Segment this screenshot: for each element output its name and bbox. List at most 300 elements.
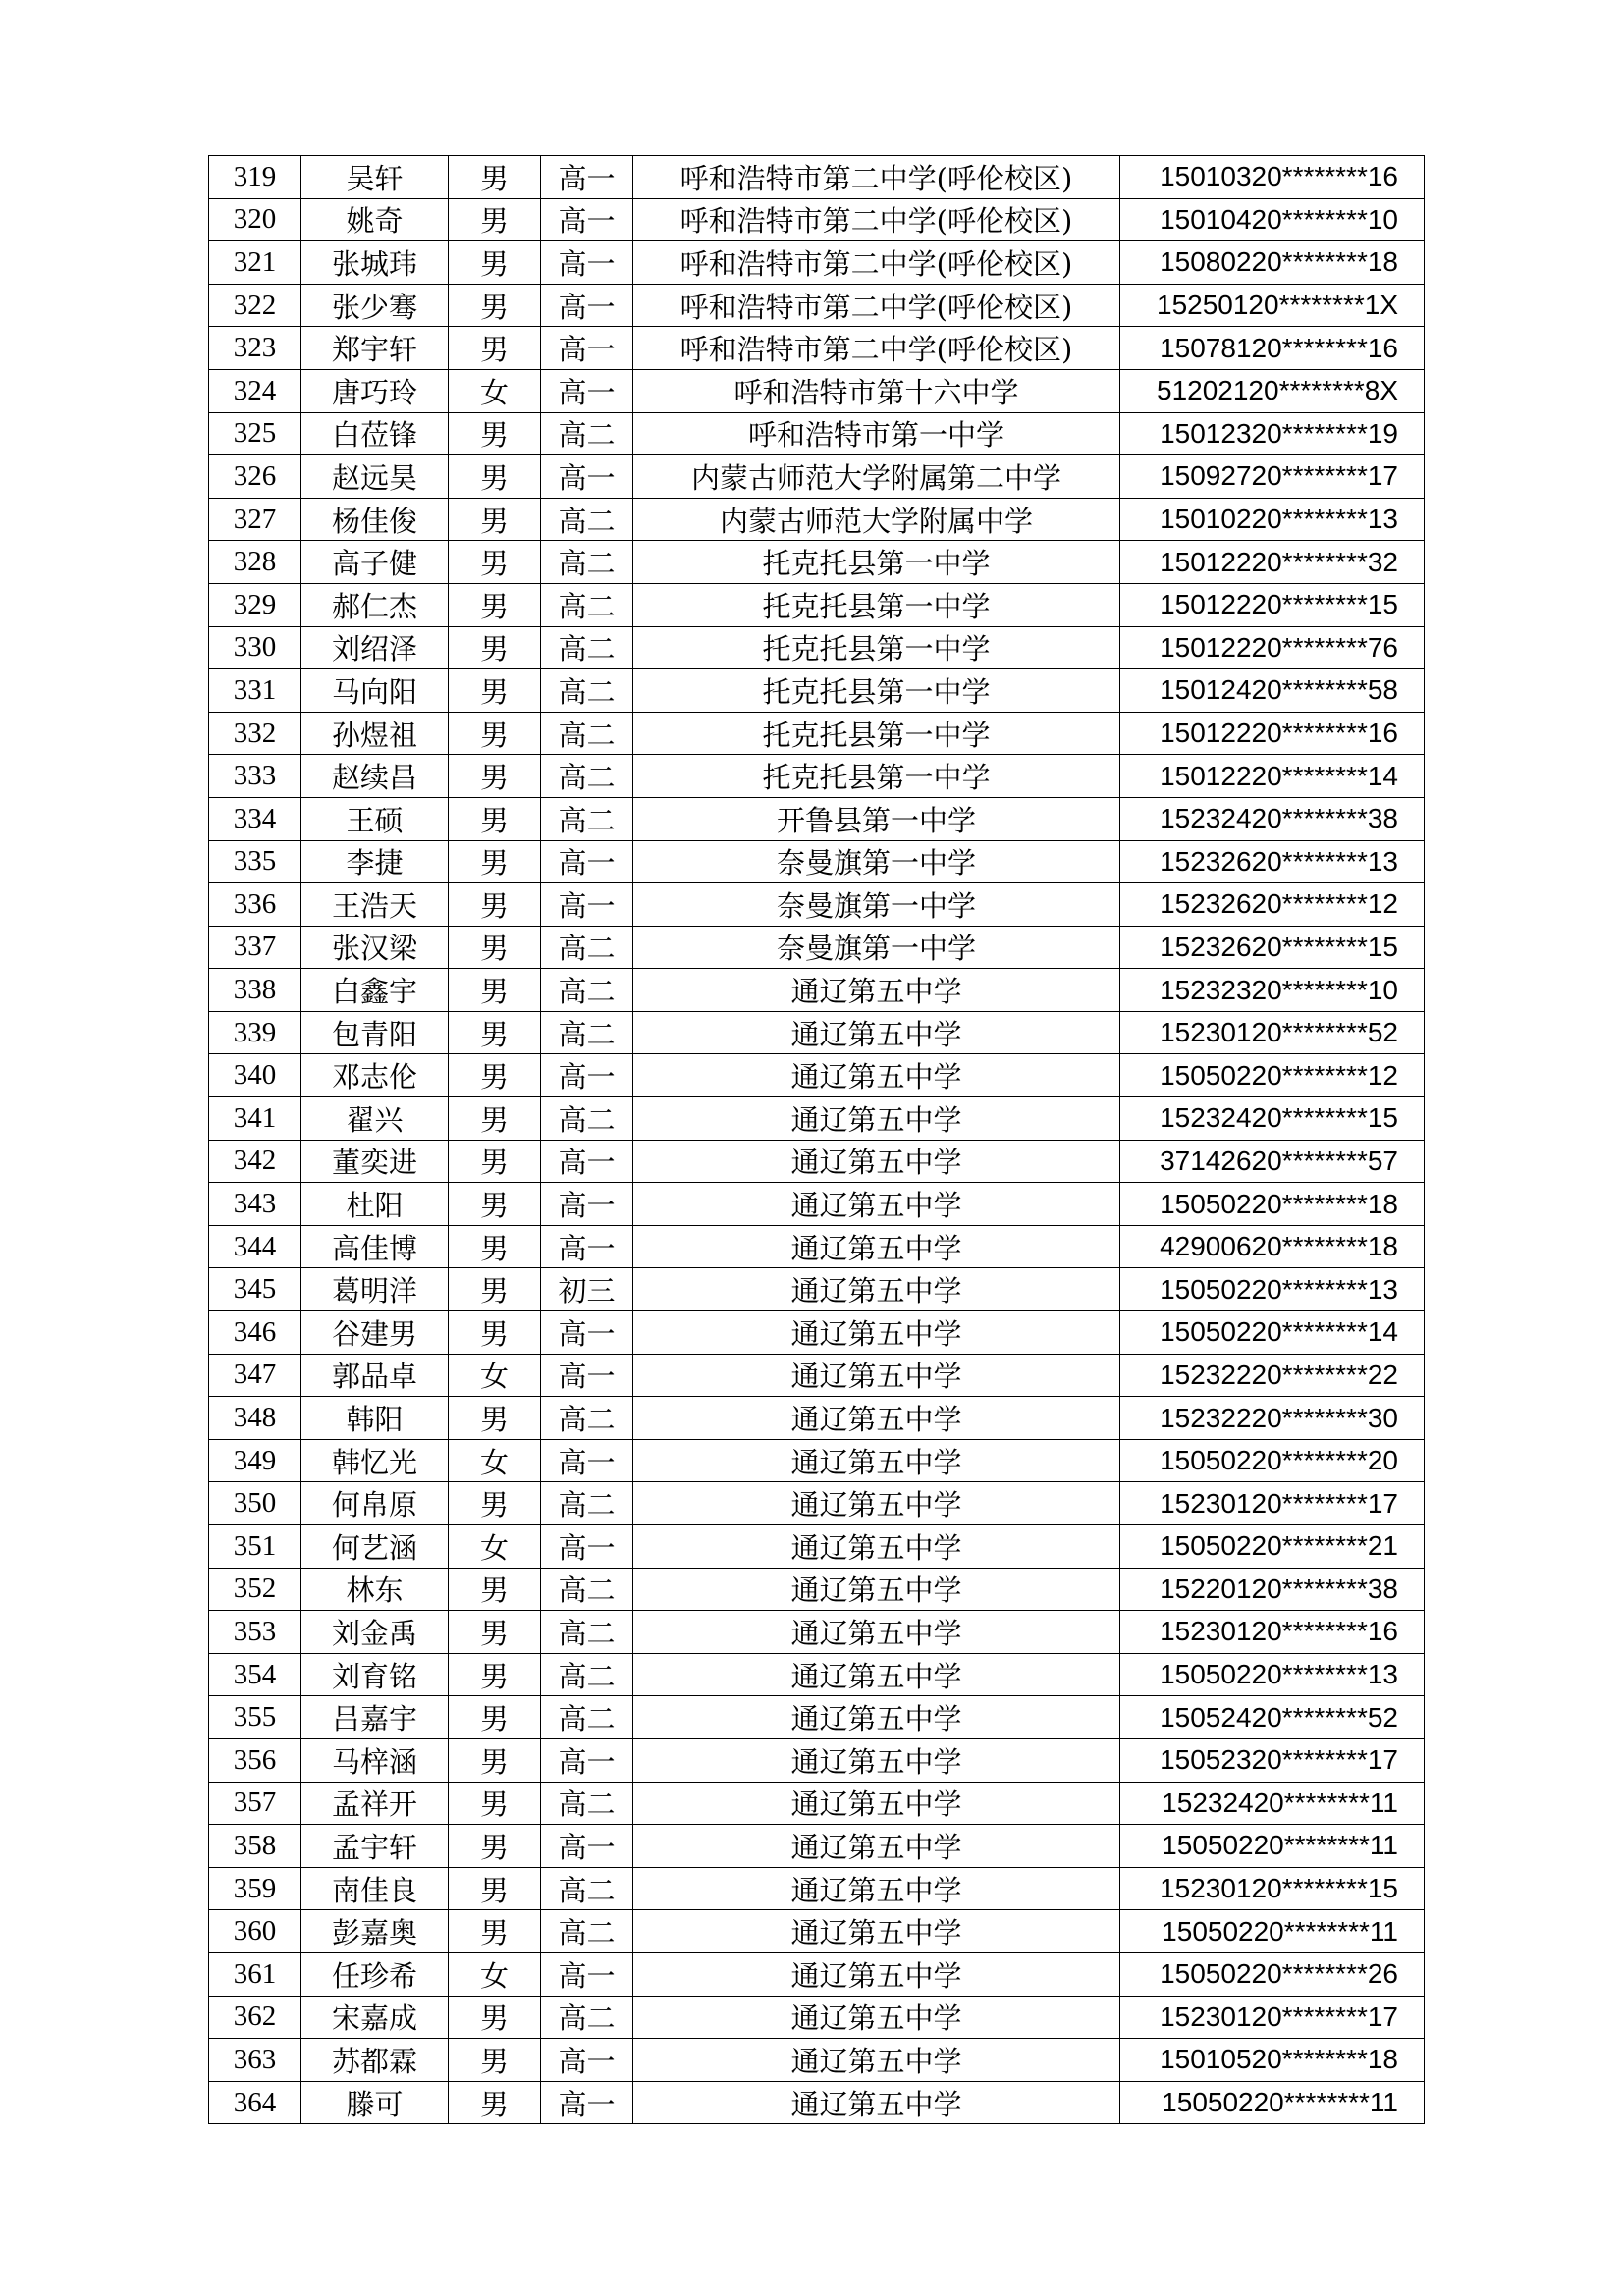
student-gender: 男 (449, 755, 541, 798)
student-name: 吴轩 (301, 156, 449, 199)
school-name: 通辽第五中学 (633, 1097, 1120, 1141)
id-number: 37142620********57 (1120, 1140, 1425, 1183)
id-number: 15010220********13 (1120, 498, 1425, 541)
student-grade: 高一 (541, 284, 633, 327)
student-name: 邓志伦 (301, 1054, 449, 1097)
student-name: 任珍希 (301, 1952, 449, 1996)
school-name: 通辽第五中学 (633, 1867, 1120, 1910)
student-name: 韩阳 (301, 1397, 449, 1440)
id-number: 15230120********52 (1120, 1011, 1425, 1054)
student-name: 刘绍泽 (301, 626, 449, 669)
table-row (209, 1183, 1425, 1226)
student-grade: 初三 (541, 1268, 633, 1311)
school-name: 通辽第五中学 (633, 1825, 1120, 1868)
student-gender: 男 (449, 241, 541, 285)
student-gender: 男 (449, 1782, 541, 1825)
student-name: 翟兴 (301, 1097, 449, 1141)
student-grade: 高二 (541, 1097, 633, 1141)
school-name: 奈曼旗第一中学 (633, 926, 1120, 969)
student-name: 王浩天 (301, 883, 449, 927)
school-name: 通辽第五中学 (633, 1140, 1120, 1183)
student-grade: 高二 (541, 1011, 633, 1054)
student-grade: 高二 (541, 1696, 633, 1739)
student-gender: 男 (449, 969, 541, 1012)
student-name: 董奕进 (301, 1140, 449, 1183)
id-number: 15052420********52 (1120, 1696, 1425, 1739)
student-gender: 男 (449, 455, 541, 499)
school-name: 通辽第五中学 (633, 2039, 1120, 2082)
student-name: 马向阳 (301, 669, 449, 713)
table-row (209, 498, 1425, 541)
school-name: 通辽第五中学 (633, 969, 1120, 1012)
student-name: 孙煜祖 (301, 712, 449, 755)
student-grade: 高一 (541, 1525, 633, 1569)
student-grade: 高一 (541, 455, 633, 499)
id-number: 15012320********19 (1120, 412, 1425, 455)
table-row (209, 241, 1425, 285)
student-grade: 高一 (541, 883, 633, 927)
student-grade: 高二 (541, 712, 633, 755)
table-row (209, 1054, 1425, 1097)
row-number: 321 (209, 241, 301, 285)
student-grade: 高二 (541, 797, 633, 840)
id-number: 15050220********26 (1120, 1952, 1425, 1996)
table-row (209, 412, 1425, 455)
student-gender: 男 (449, 1653, 541, 1696)
student-grade: 高二 (541, 1782, 633, 1825)
table-row (209, 883, 1425, 927)
row-number: 364 (209, 2081, 301, 2124)
table-row (209, 755, 1425, 798)
row-number: 326 (209, 455, 301, 499)
student-gender: 男 (449, 198, 541, 241)
student-grade: 高一 (541, 1439, 633, 1482)
table-row (209, 1439, 1425, 1482)
table-row (209, 797, 1425, 840)
student-gender: 男 (449, 498, 541, 541)
student-gender: 男 (449, 1054, 541, 1097)
student-grade: 高二 (541, 1910, 633, 1953)
row-number: 320 (209, 198, 301, 241)
table-row (209, 1482, 1425, 1525)
school-name: 奈曼旗第一中学 (633, 883, 1120, 927)
student-name: 白莅锋 (301, 412, 449, 455)
id-number: 15012220********76 (1120, 626, 1425, 669)
school-name: 托克托县第一中学 (633, 541, 1120, 584)
row-number: 343 (209, 1183, 301, 1226)
id-number: 15232220********22 (1120, 1354, 1425, 1397)
table-row (209, 583, 1425, 626)
student-gender: 男 (449, 626, 541, 669)
row-number: 352 (209, 1568, 301, 1611)
id-number: 15230120********15 (1120, 1867, 1425, 1910)
row-number: 322 (209, 284, 301, 327)
student-name: 赵续昌 (301, 755, 449, 798)
school-name: 呼和浩特市第二中学(呼伦校区) (633, 198, 1120, 241)
student-name: 高佳博 (301, 1225, 449, 1268)
table-row (209, 1738, 1425, 1782)
student-grade: 高一 (541, 840, 633, 883)
table-row (209, 198, 1425, 241)
row-number: 319 (209, 156, 301, 199)
school-name: 托克托县第一中学 (633, 712, 1120, 755)
student-name: 滕可 (301, 2081, 449, 2124)
school-name: 呼和浩特市第十六中学 (633, 369, 1120, 412)
school-name: 通辽第五中学 (633, 1611, 1120, 1654)
row-number: 344 (209, 1225, 301, 1268)
id-number: 15230120********17 (1120, 1482, 1425, 1525)
row-number: 346 (209, 1311, 301, 1355)
student-grade: 高一 (541, 1140, 633, 1183)
table-row (209, 1268, 1425, 1311)
student-gender: 男 (449, 840, 541, 883)
student-gender: 男 (449, 1738, 541, 1782)
row-number: 350 (209, 1482, 301, 1525)
table-row (209, 1952, 1425, 1996)
student-grade: 高一 (541, 2081, 633, 2124)
student-name: 苏都霖 (301, 2039, 449, 2082)
id-number: 15050220********21 (1120, 1525, 1425, 1569)
student-name: 南佳良 (301, 1867, 449, 1910)
id-number: 15010520********18 (1120, 2039, 1425, 2082)
student-name: 孟宇轩 (301, 1825, 449, 1868)
school-name: 托克托县第一中学 (633, 583, 1120, 626)
id-number: 15232420********15 (1120, 1097, 1425, 1141)
student-grade: 高一 (541, 1952, 633, 1996)
student-grade: 高一 (541, 1311, 633, 1355)
row-number: 363 (209, 2039, 301, 2082)
student-gender: 男 (449, 583, 541, 626)
row-number: 328 (209, 541, 301, 584)
table-row (209, 1354, 1425, 1397)
id-number: 15232320********10 (1120, 969, 1425, 1012)
student-grade: 高一 (541, 1738, 633, 1782)
id-number: 15010320********16 (1120, 156, 1425, 199)
student-gender: 女 (449, 1439, 541, 1482)
school-name: 托克托县第一中学 (633, 755, 1120, 798)
school-name: 通辽第五中学 (633, 1011, 1120, 1054)
student-name: 白鑫宇 (301, 969, 449, 1012)
student-gender: 男 (449, 156, 541, 199)
table-row (209, 669, 1425, 713)
table-row (209, 926, 1425, 969)
id-number: 15052320********17 (1120, 1738, 1425, 1782)
id-number: 15050220********18 (1120, 1183, 1425, 1226)
id-number: 15078120********16 (1120, 327, 1425, 370)
id-number: 42900620********18 (1120, 1225, 1425, 1268)
school-name: 通辽第五中学 (633, 1782, 1120, 1825)
id-number: 15050220********11 (1120, 2081, 1425, 2124)
student-gender: 男 (449, 1183, 541, 1226)
student-name: 谷建男 (301, 1311, 449, 1355)
school-name: 奈曼旗第一中学 (633, 840, 1120, 883)
id-number: 15050220********14 (1120, 1311, 1425, 1355)
table-row (209, 840, 1425, 883)
id-number: 15232220********30 (1120, 1397, 1425, 1440)
row-number: 354 (209, 1653, 301, 1696)
student-gender: 男 (449, 1867, 541, 1910)
row-number: 360 (209, 1910, 301, 1953)
row-number: 341 (209, 1097, 301, 1141)
student-grade: 高一 (541, 1054, 633, 1097)
student-grade: 高一 (541, 2039, 633, 2082)
student-gender: 男 (449, 1996, 541, 2039)
student-grade: 高二 (541, 1568, 633, 1611)
table-row (209, 1568, 1425, 1611)
id-number: 15230120********17 (1120, 1996, 1425, 2039)
row-number: 337 (209, 926, 301, 969)
table-row (209, 284, 1425, 327)
school-name: 通辽第五中学 (633, 1268, 1120, 1311)
student-grade: 高二 (541, 412, 633, 455)
student-grade: 高二 (541, 498, 633, 541)
student-grade: 高二 (541, 1397, 633, 1440)
school-name: 通辽第五中学 (633, 1225, 1120, 1268)
id-number: 15232420********38 (1120, 797, 1425, 840)
table-row (209, 1140, 1425, 1183)
school-name: 通辽第五中学 (633, 1354, 1120, 1397)
id-number: 15250120********1X (1120, 284, 1425, 327)
student-grade: 高二 (541, 583, 633, 626)
student-name: 姚奇 (301, 198, 449, 241)
student-gender: 男 (449, 2039, 541, 2082)
student-grade: 高二 (541, 626, 633, 669)
student-gender: 男 (449, 1568, 541, 1611)
student-name: 张城玮 (301, 241, 449, 285)
row-number: 338 (209, 969, 301, 1012)
row-number: 329 (209, 583, 301, 626)
id-number: 15232620********12 (1120, 883, 1425, 927)
student-name: 何艺涵 (301, 1525, 449, 1569)
table-row (209, 1996, 1425, 2039)
row-number: 359 (209, 1867, 301, 1910)
student-gender: 男 (449, 1268, 541, 1311)
student-name: 郑宇轩 (301, 327, 449, 370)
roster-body (209, 156, 1425, 2124)
school-name: 呼和浩特市第一中学 (633, 412, 1120, 455)
student-name: 张少骞 (301, 284, 449, 327)
id-number: 15050220********13 (1120, 1268, 1425, 1311)
student-gender: 男 (449, 1910, 541, 1953)
row-number: 349 (209, 1439, 301, 1482)
student-grade: 高二 (541, 1867, 633, 1910)
student-name: 林东 (301, 1568, 449, 1611)
student-name: 彭嘉奥 (301, 1910, 449, 1953)
table-row (209, 1525, 1425, 1569)
student-gender: 男 (449, 1311, 541, 1355)
id-number: 15050220********20 (1120, 1439, 1425, 1482)
student-gender: 男 (449, 1225, 541, 1268)
student-grade: 高一 (541, 1225, 633, 1268)
table-row (209, 1782, 1425, 1825)
id-number: 15012220********14 (1120, 755, 1425, 798)
school-name: 通辽第五中学 (633, 1397, 1120, 1440)
row-number: 358 (209, 1825, 301, 1868)
student-grade: 高二 (541, 969, 633, 1012)
id-number: 15232620********15 (1120, 926, 1425, 969)
student-grade: 高二 (541, 541, 633, 584)
row-number: 340 (209, 1054, 301, 1097)
student-grade: 高一 (541, 327, 633, 370)
student-gender: 男 (449, 327, 541, 370)
student-name: 刘育铭 (301, 1653, 449, 1696)
student-name: 宋嘉成 (301, 1996, 449, 2039)
table-row (209, 1397, 1425, 1440)
student-grade: 高一 (541, 198, 633, 241)
table-row (209, 1825, 1425, 1868)
school-name: 通辽第五中学 (633, 1653, 1120, 1696)
row-number: 342 (209, 1140, 301, 1183)
id-number: 15080220********18 (1120, 241, 1425, 285)
id-number: 15012220********16 (1120, 712, 1425, 755)
table-row (209, 1653, 1425, 1696)
table-row (209, 712, 1425, 755)
id-number: 15050220********11 (1120, 1825, 1425, 1868)
student-name: 李捷 (301, 840, 449, 883)
student-gender: 男 (449, 412, 541, 455)
student-name: 张汉梁 (301, 926, 449, 969)
school-name: 通辽第五中学 (633, 1952, 1120, 1996)
school-name: 通辽第五中学 (633, 1439, 1120, 1482)
id-number: 15092720********17 (1120, 455, 1425, 499)
student-grade: 高二 (541, 1653, 633, 1696)
table-row (209, 1910, 1425, 1953)
student-name: 包青阳 (301, 1011, 449, 1054)
student-gender: 女 (449, 1354, 541, 1397)
table-row (209, 1011, 1425, 1054)
row-number: 324 (209, 369, 301, 412)
student-gender: 男 (449, 1097, 541, 1141)
row-number: 327 (209, 498, 301, 541)
student-gender: 男 (449, 1397, 541, 1440)
student-grade: 高一 (541, 1183, 633, 1226)
school-name: 托克托县第一中学 (633, 669, 1120, 713)
student-gender: 男 (449, 1696, 541, 1739)
student-grade: 高二 (541, 1482, 633, 1525)
school-name: 通辽第五中学 (633, 1696, 1120, 1739)
row-number: 335 (209, 840, 301, 883)
row-number: 336 (209, 883, 301, 927)
row-number: 361 (209, 1952, 301, 1996)
student-name: 韩忆光 (301, 1439, 449, 1482)
student-name: 马梓涵 (301, 1738, 449, 1782)
student-gender: 男 (449, 284, 541, 327)
table-row (209, 1225, 1425, 1268)
row-number: 351 (209, 1525, 301, 1569)
student-gender: 女 (449, 369, 541, 412)
row-number: 353 (209, 1611, 301, 1654)
id-number: 15012420********58 (1120, 669, 1425, 713)
table-row (209, 369, 1425, 412)
student-gender: 男 (449, 926, 541, 969)
student-name: 郝仁杰 (301, 583, 449, 626)
school-name: 通辽第五中学 (633, 2081, 1120, 2124)
student-gender: 男 (449, 1825, 541, 1868)
table-row (209, 969, 1425, 1012)
student-gender: 男 (449, 1011, 541, 1054)
id-number: 15012220********15 (1120, 583, 1425, 626)
student-roster-table (208, 155, 1425, 2124)
student-name: 刘金禹 (301, 1611, 449, 1654)
id-number: 15230120********16 (1120, 1611, 1425, 1654)
student-name: 赵远昊 (301, 455, 449, 499)
student-name: 何帛原 (301, 1482, 449, 1525)
school-name: 托克托县第一中学 (633, 626, 1120, 669)
student-gender: 女 (449, 1952, 541, 1996)
table-row (209, 1611, 1425, 1654)
school-name: 通辽第五中学 (633, 1568, 1120, 1611)
student-name: 唐巧玲 (301, 369, 449, 412)
student-grade: 高一 (541, 369, 633, 412)
row-number: 357 (209, 1782, 301, 1825)
student-grade: 高一 (541, 156, 633, 199)
id-number: 15050220********11 (1120, 1910, 1425, 1953)
row-number: 325 (209, 412, 301, 455)
student-gender: 男 (449, 669, 541, 713)
student-name: 王硕 (301, 797, 449, 840)
student-gender: 男 (449, 797, 541, 840)
student-name: 杨佳俊 (301, 498, 449, 541)
student-grade: 高二 (541, 1996, 633, 2039)
school-name: 通辽第五中学 (633, 1183, 1120, 1226)
id-number: 15232620********13 (1120, 840, 1425, 883)
row-number: 356 (209, 1738, 301, 1782)
id-number: 15220120********38 (1120, 1568, 1425, 1611)
row-number: 339 (209, 1011, 301, 1054)
student-grade: 高一 (541, 1354, 633, 1397)
id-number: 15050220********12 (1120, 1054, 1425, 1097)
student-name: 郭品卓 (301, 1354, 449, 1397)
student-grade: 高二 (541, 1611, 633, 1654)
row-number: 333 (209, 755, 301, 798)
student-grade: 高二 (541, 926, 633, 969)
row-number: 331 (209, 669, 301, 713)
row-number: 334 (209, 797, 301, 840)
table-row (209, 1696, 1425, 1739)
school-name: 内蒙古师范大学附属中学 (633, 498, 1120, 541)
school-name: 呼和浩特市第二中学(呼伦校区) (633, 156, 1120, 199)
student-name: 吕嘉宇 (301, 1696, 449, 1739)
table-row (209, 541, 1425, 584)
student-grade: 高一 (541, 241, 633, 285)
student-grade: 高二 (541, 755, 633, 798)
student-gender: 男 (449, 1140, 541, 1183)
school-name: 通辽第五中学 (633, 1311, 1120, 1355)
row-number: 355 (209, 1696, 301, 1739)
student-grade: 高一 (541, 1825, 633, 1868)
id-number: 15012220********32 (1120, 541, 1425, 584)
school-name: 通辽第五中学 (633, 1482, 1120, 1525)
id-number: 15010420********10 (1120, 198, 1425, 241)
school-name: 呼和浩特市第二中学(呼伦校区) (633, 284, 1120, 327)
school-name: 内蒙古师范大学附属第二中学 (633, 455, 1120, 499)
table-row (209, 327, 1425, 370)
table-row (209, 1097, 1425, 1141)
table-row (209, 1867, 1425, 1910)
school-name: 通辽第五中学 (633, 1054, 1120, 1097)
student-name: 杜阳 (301, 1183, 449, 1226)
row-number: 330 (209, 626, 301, 669)
id-number: 15232420********11 (1120, 1782, 1425, 1825)
student-gender: 女 (449, 1525, 541, 1569)
school-name: 通辽第五中学 (633, 1996, 1120, 2039)
school-name: 通辽第五中学 (633, 1525, 1120, 1569)
student-gender: 男 (449, 883, 541, 927)
row-number: 362 (209, 1996, 301, 2039)
row-number: 332 (209, 712, 301, 755)
student-grade: 高二 (541, 669, 633, 713)
table-row (209, 2039, 1425, 2082)
